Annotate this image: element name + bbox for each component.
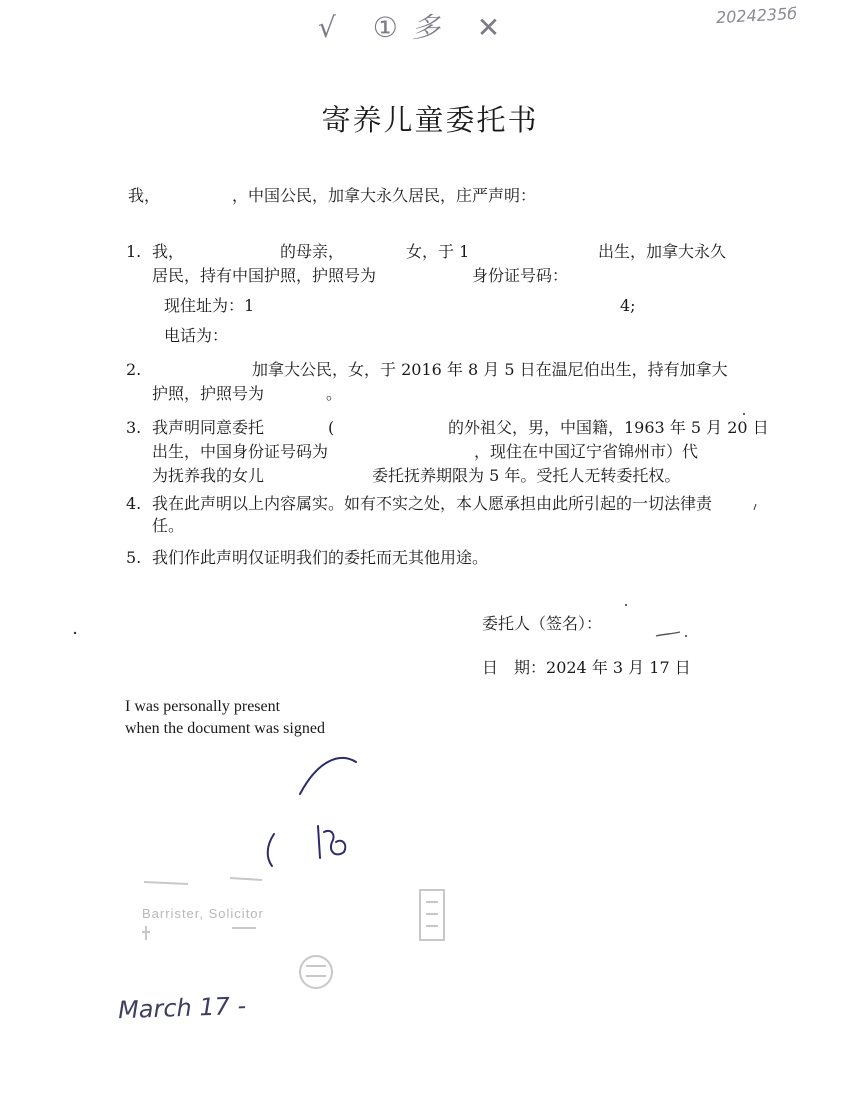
item-1-text-b: 的母亲， [280,242,345,261]
header-handwritten-marks: √ ①多 ✕ [318,11,515,44]
item-2-line-2 [152,382,342,406]
date-value: 2024 年 3 月 17 日 [546,658,691,677]
item-3-id-label: 出生，中国身份证号码为 [152,442,329,461]
item-3-line-1 [152,416,769,440]
item-2-passport-label: 护照，护照号为 [152,384,265,403]
signature-label: 委托人（签名）： [482,614,603,633]
item-1-line-2 [152,264,742,288]
intro-statement [128,184,536,208]
item-3-line-2 [152,440,742,464]
document-title: 寄养儿童委托书 [321,103,539,137]
item-1-phone-label: 电话为： [164,326,229,345]
item-1-number: 1. [126,242,142,261]
item-4-number: 4. [126,494,142,513]
notary-stamp-text: Barrister, Solicitor [142,906,264,921]
item-1-line-1 [152,240,742,264]
item-3-text-a: 我声明同意委托 [152,418,265,437]
item-1-address [164,294,634,318]
item-2-line-1: 加拿大公民，女，于 2016 年 8 月 5 日在温尼伯出生，持有加拿大 [252,360,728,379]
item-5-number: 5. [126,548,142,567]
item-1-passport-label: 居民，持有中国护照，护照号为 [152,266,377,285]
item-2-period: 。 [326,384,343,403]
item-1-text-a: 我， [152,242,185,261]
intro-prefix: 我， [128,186,161,205]
intro-suffix: ，中国公民，加拿大永久居民，庄严声明： [232,186,537,205]
date-label: 日 期： [482,658,547,677]
item-4-line-2: 任。 [152,516,185,535]
witness-signature [268,758,356,866]
item-4-line-1: 我在此声明以上内容属实。如有不实之处，本人愿承担由此所引起的一切法律责 [152,494,713,513]
item-3-address-text: ，现住在中国辽宁省锦州市）代 [474,442,699,461]
handwritten-date: March 17 - [117,991,247,1025]
item-1-id-label: 身份证号码： [472,266,569,285]
witness-note-line-1: I was personally present [125,698,281,715]
item-3-line-3 [152,464,742,488]
item-2-number: 2. [126,360,142,379]
item-3-number: 3. [126,418,142,437]
date-line [482,656,691,680]
item-1-text-d: 出生，加拿大永久 [598,242,727,261]
item-3-daughter-label: 为抚养我的女儿 [152,466,265,485]
document-number-mark: 2024235б [715,3,798,28]
item-1-address-label: 现住址为：1 [164,296,255,315]
item-1-address-end: 4; [620,296,636,315]
item-3-text-b: ( [328,418,335,437]
item-1-phone [164,324,228,348]
item-1-text-c: 女，于 1 [406,242,470,261]
witness-note-line-2: when the document was signed [125,720,325,737]
item-5-line-1: 我们作此声明仅证明我们的委托而无其他用途。 [152,548,489,567]
faint-stamp-icon [142,878,444,988]
item-3-term-text: 委托抚养期限为 5 年。受托人无转委托权。 [372,466,681,485]
signer-signature [656,632,680,636]
item-3-text-c: 的外祖父，男，中国籍，1963 年 5 月 20 日 [448,418,769,437]
